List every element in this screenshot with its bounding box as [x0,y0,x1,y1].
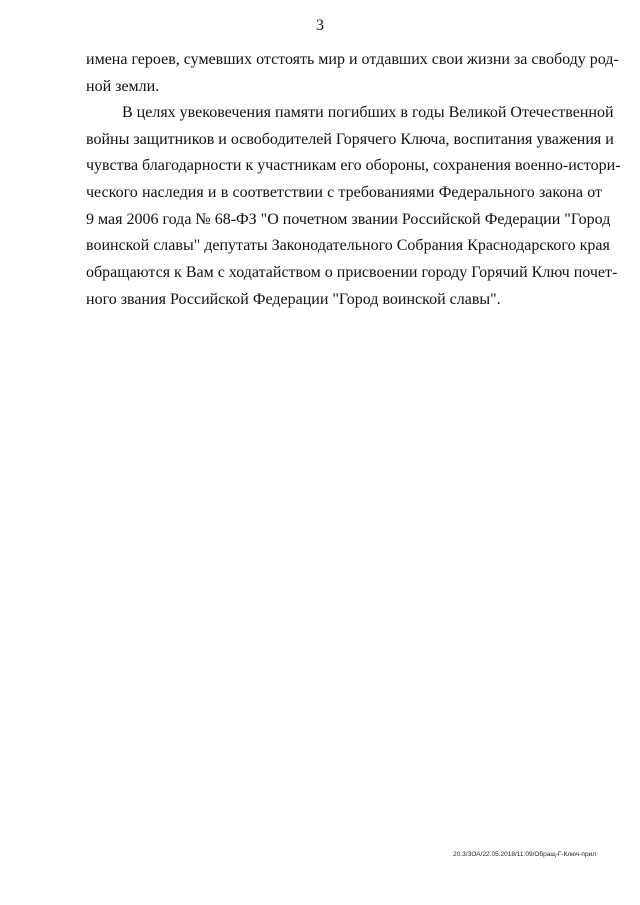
paragraph-line: войны защитников и освободителей Горячего Ключа, воспитания уважения и [86,131,614,148]
paragraph-line: ной земли. [86,78,160,95]
paragraph-line: ческого наследия и в соответствии с требованиями Федерального закона от [86,184,602,201]
paragraph-line: ного звания Российской Федерации "Город воинской славы". [86,291,501,308]
page-number: 3 [316,17,324,34]
paragraph-line: чувства благодарности к участникам его обороны, сохранения военно-истори- [86,157,621,174]
paragraph-line: 9 мая 2006 года № 68-ФЗ "О почетном звании Российской Федерации "Город [86,211,611,228]
footer-document-code: 20.3/ЗОА/22.05.2018/11:09/Обращ-Г-Ключ-прил [453,851,596,858]
paragraph-line: имена героев, сумевших отстоять мир и отдавших свои жизни за свободу род- [86,51,619,68]
paragraph-line: обращаются к Вам с ходатайством о присвоении городу Горячий Ключ почет- [86,264,618,281]
paragraph-line: воинской славы" депутаты Законодательного Собрания Краснодарского края [86,237,610,254]
paragraph-line: В целях увековечения памяти погибших в годы Великой Отечественной [122,104,614,121]
